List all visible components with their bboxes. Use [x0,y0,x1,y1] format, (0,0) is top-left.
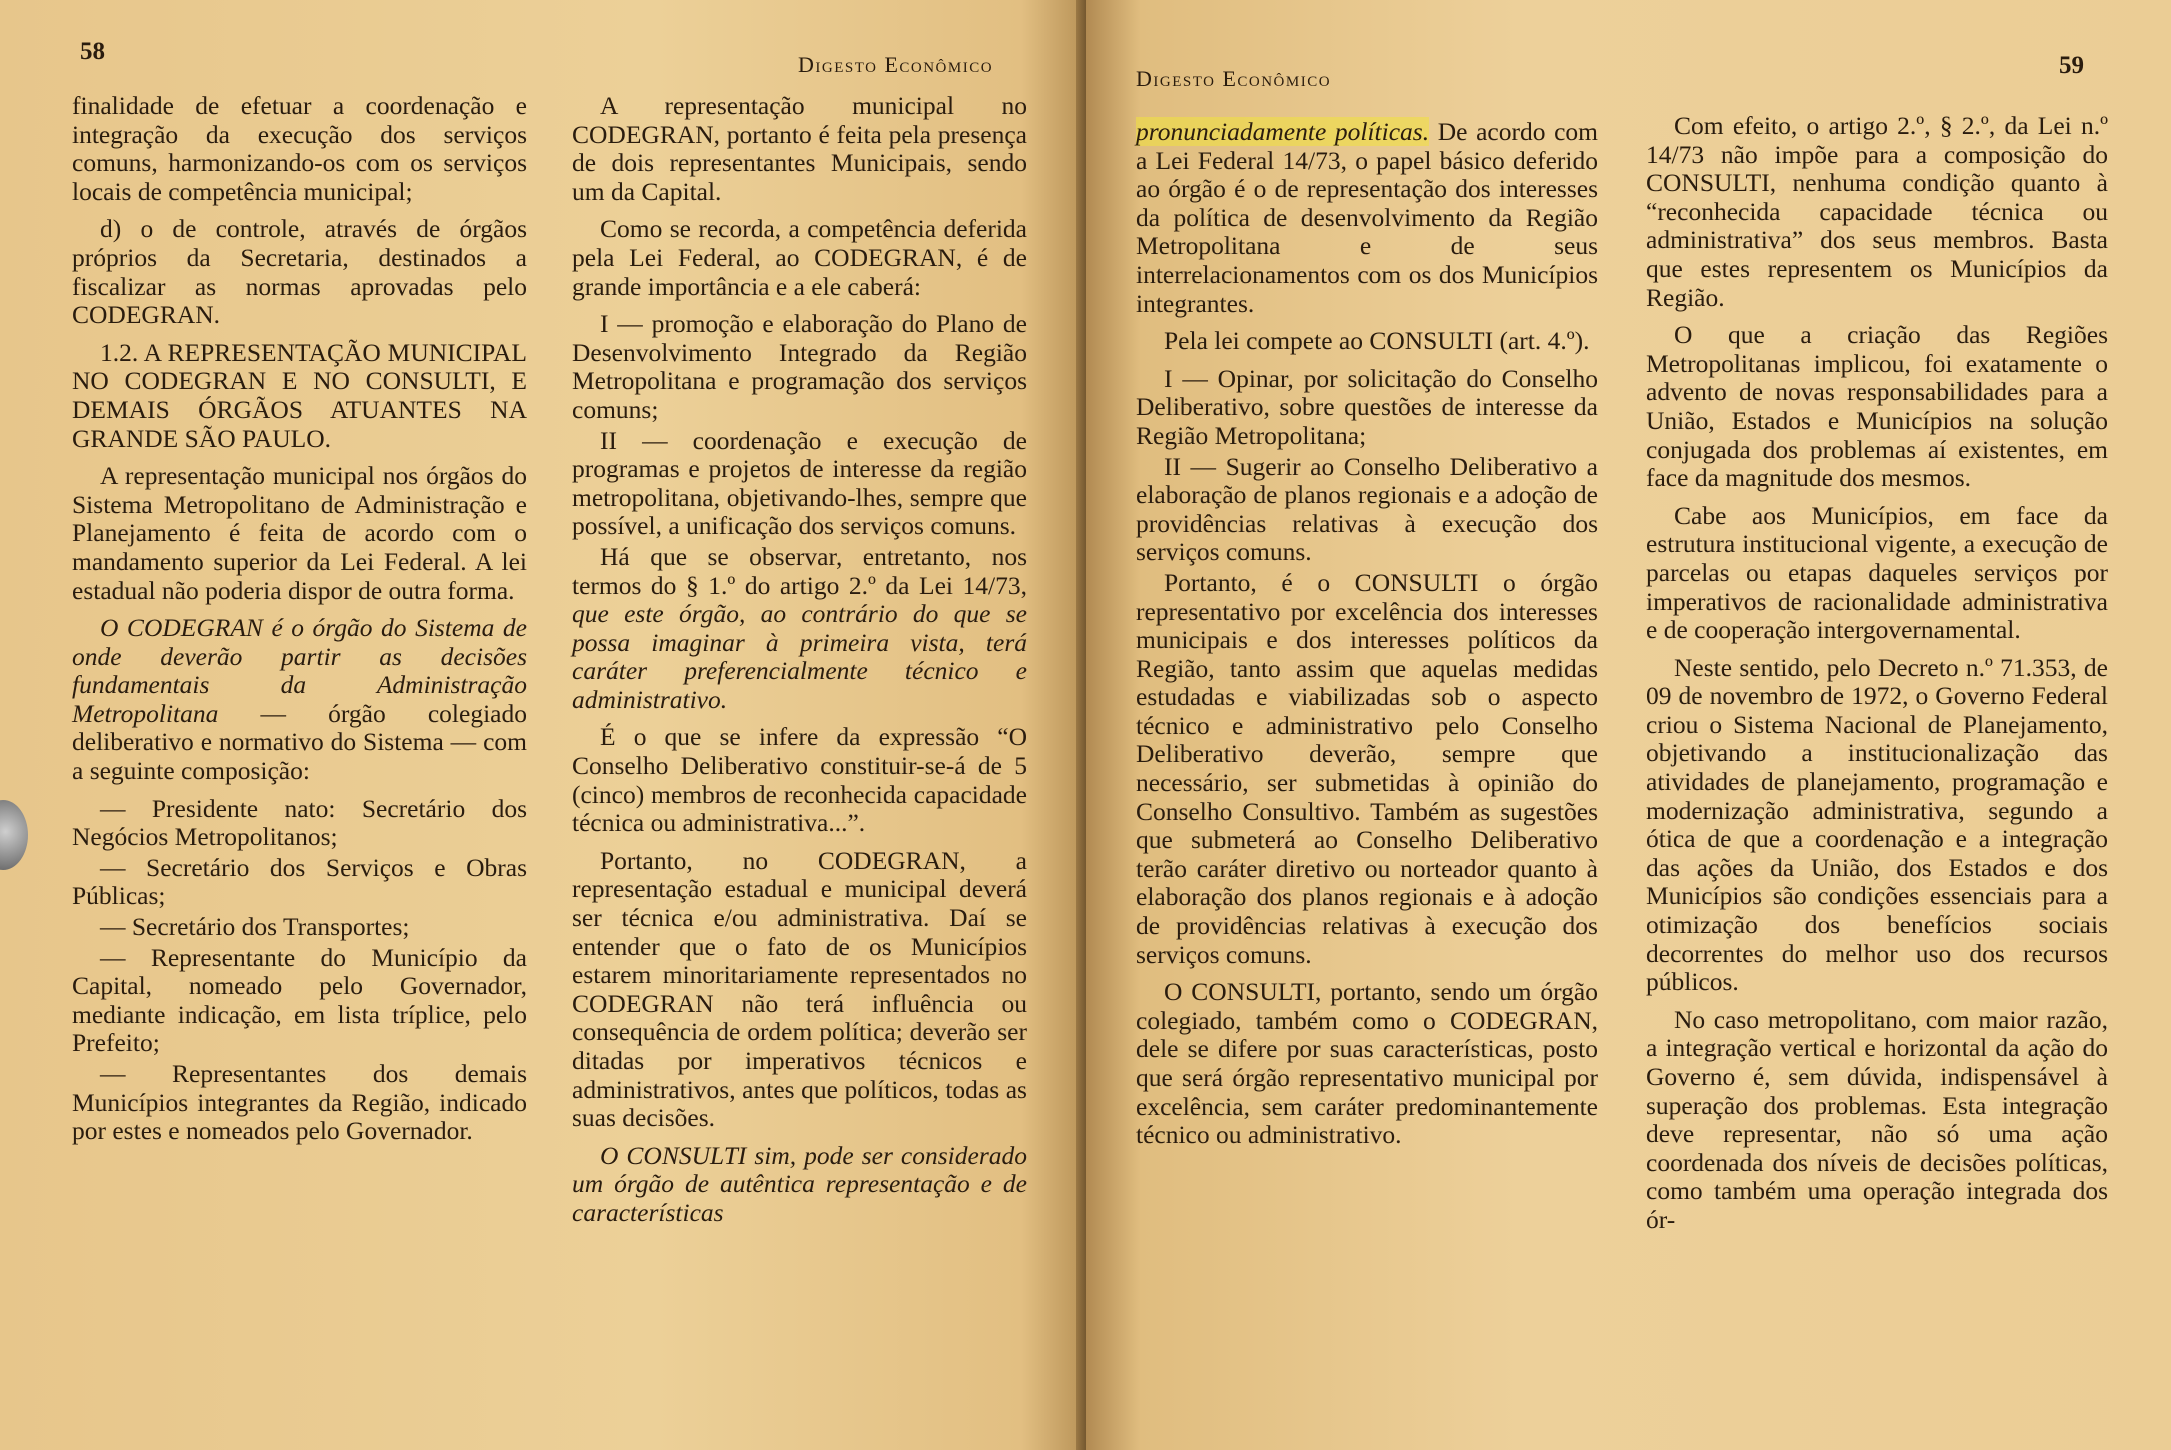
list-item: I — Opinar, por solicitação do Conselho Deliberativo, sobre questões de interesse da Região Metropolitana; [1136,363,1598,450]
italic-text: que este órgão, ao contrário do que se possa imaginar à primeira vista, terá caráter preferencialmente técnico e administrativo. [572,599,1027,714]
list-item: — Secretário dos Transportes; [100,912,410,942]
text-column-2 [1646,112,2108,1244]
text-span: — órgão colegiado deliberativo e normativo do Sistema — com a seguinte composição: [72,698,527,786]
paragraph: No caso metropolitano, com maior razão, a integração vertical e horizontal da ação do Governo é, sem dúvida, indispensável à superação dos problemas. Esta integração deve representar, não só uma ação coordenada dos níveis de decisões políticas, como também uma operação integrada dos ór- [1646,1004,2108,1234]
right-page [1086,0,2171,1450]
text-column-1 [72,92,527,1148]
text-span: Há que se observar, entretanto, nos termos do § 1.º do artigo 2.º da Lei 14/73, [572,541,1027,600]
paragraph: Portanto, é o CONSULTI o órgão representativo por excelência dos interesses municipais e dos interesses políticos da Região, tanto assim que aquelas medidas estudadas e viabilizadas sob o aspecto técnico e administrativo pelo Conselho Deliberativo deverão, sempre que necessário, ser submetidas à opinião do Conselho Consultivo. Também as sugestões que submeterá ao Conselho Deliberativo terão caráter diretivo ou norteador quanto à elaboração dos planos regionais e à adoção de providências relativas à execução dos serviços comuns. [1136,567,1598,969]
paragraph: É o que se infere da expressão “O Conselho Deliberativo constituir-se-á de 5 (cinco) membros de reconhecida capacidade técnica ou administrativa...”. [572,722,1027,838]
italic-text: O CODEGRAN é o órgão do Sistema de onde deverão partir as decisões fundamentais da Administração Metropolitana [72,613,527,728]
list-item: — Representantes dos demais Municípios integrantes da Região, indicado por estes e nomeados pelo Governador. [72,1059,527,1146]
paragraph: Portanto, no CODEGRAN, a representação estadual e municipal deverá ser técnica e/ou administrativa. Daí se entender que o fato de os Municípios estarem minoritariamente representados no CODEGRAN não terá influência ou consequência de ordem política; deverão ser ditadas por imperativos técnicos e administrativos, antes que políticos, todas as suas decisões. [572,845,1027,1133]
paragraph: O CONSULTI, portanto, sendo um órgão colegiado, também como o CODEGRAN, dele se difere por suas características, posto que será órgão representativo municipal por excelência, sem caráter predominantemente técnico ou administrativo. [1136,977,1598,1150]
list-item: — Secretário dos Serviços e Obras Públicas; [72,852,527,911]
text-column-1 [1136,118,1598,1159]
paragraph: O CONSULTI sim, pode ser considerado um órgão de autêntica representação e de características [572,1140,1027,1227]
italic-text: pronunciadamente políticas. [1136,117,1430,146]
paragraph: Neste sentido, pelo Decreto n.º 71.353, de 09 de novembro de 1972, o Governo Federal criou o Sistema Nacional de Planejamento, objetivando a institucionalização das atividades de planejamento, programação e modernização administrativa, segundo a ótica de que a coordenação e a integração das ações da União, dos Estados e dos Municípios são condições essenciais para a otimização dos benefícios sociais decorrentes do melhor uso dos recursos públicos. [1646,652,2108,997]
paragraph [572,543,1027,715]
list-item: — Presidente nato: Secretário dos Negócios Metropolitanos; [72,793,527,852]
coin-edge [0,800,28,870]
running-head: Digesto Econômico [1136,66,1332,91]
list-item: — Representante do Município da Capital, nomeado pelo Governador, mediante indicação, em lista tríplice, pelo Prefeito; [72,942,527,1058]
paragraph [1136,118,1598,318]
paragraph: O que a criação das Regiões Metropolitanas implicou, foi exatamente o advento de novas responsabilidades para a União, Estados e Municípios na solução conjugada dos problemas aí existentes, em face da magnitude dos mesmos. [1646,320,2108,493]
list-item: II — Sugerir ao Conselho Deliberativo a elaboração de planos regionais e a adoção de providências relativas à execução dos serviços comuns. [1136,451,1598,567]
paragraph: Pela lei compete ao CONSULTI (art. 4.º). [1164,326,1590,356]
text-span: De acordo com a Lei Federal 14/73, o papel básico deferido ao órgão é o de representação dos interesses da política de desenvolvimento da Região Metropolitana e de seus interrelacionamentos com os dos Municípios integrantes. [1136,117,1598,318]
paragraph: Como se recorda, a competência deferida pela Lei Federal, ao CODEGRAN, é de grande importância e a ele caberá: [572,214,1027,301]
paragraph: Cabe aos Municípios, em face da estrutura institucional vigente, a execução de parcelas ou etapas daqueles serviços por imperativos de racionalidade administrativa e de cooperação intergovernamental. [1646,500,2108,645]
paragraph [72,614,527,786]
list-item: II — coordenação e execução de programas e projetos de interesse da região metropolitana, objetivando-lhes, sempre que possível, a unificação dos serviços comuns. [572,425,1027,541]
running-head: Digesto Econômico [798,52,994,77]
text-column-2 [572,92,1027,1237]
paragraph: A representação municipal no CODEGRAN, portanto é feita pela presença de dois representantes Municipais, sendo um da Capital. [572,91,1027,206]
page-number: 59 [2059,52,2084,79]
paragraph: d) o de controle, através de órgãos próprios da Secretaria, destinados a fiscalizar as normas aprovadas pelo CODEGRAN. [72,214,527,330]
page-number: 58 [80,38,105,65]
list-item: I — promoção e elaboração do Plano de Desenvolvimento Integrado da Região Metropolitana e programação dos serviços comuns; [572,309,1027,424]
paragraph: A representação municipal nos órgãos do Sistema Metropolitano de Administração e Planejamento é feita de acordo com o mandamento superior da Lei Federal. A lei estadual não poderia dispor de outra forma. [72,461,527,605]
paragraph: Com efeito, o artigo 2.º, § 2.º, da Lei n.º 14/73 não impõe para a composição do CONSULTI, nenhuma condição quanto à “reconhecida capacidade técnica ou administrativa” dos seus membros. Basta que estes representem os Municípios da Região. [1646,111,2108,312]
section-heading: 1.2. A REPRESENTAÇÃO MUNICIPAL NO CODEGRAN E NO CONSULTI, E DEMAIS ÓRGÃOS ATUANTES NA GRANDE SÃO PAULO. [72,337,527,453]
paragraph: finalidade de efetuar a coordenação e integração da execução dos serviços comuns, harmonizando-os com os serviços locais de competência municipal; [72,91,527,206]
